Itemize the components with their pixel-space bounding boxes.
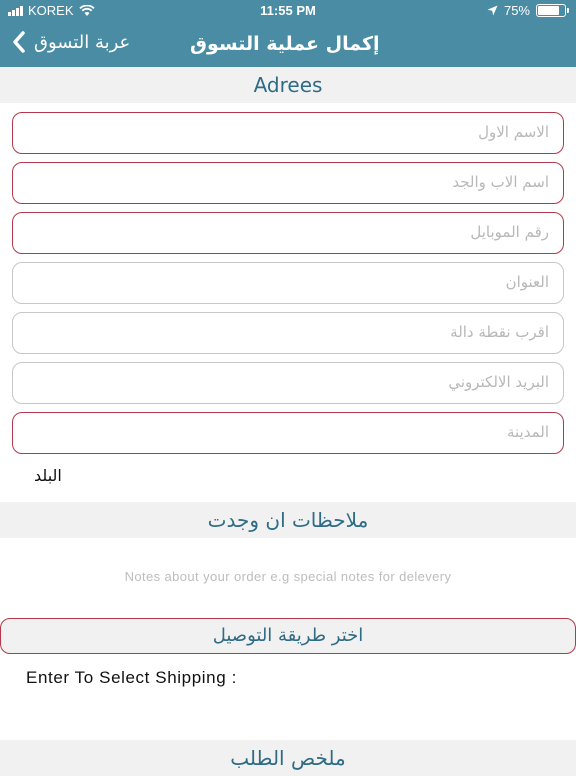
nearest-landmark-field[interactable]: اقرب نقطة دالة [12,312,564,354]
country-selector[interactable]: البلد [34,466,62,485]
address-field[interactable]: العنوان [12,262,564,304]
status-bar [0,0,576,22]
page-title: إكمال عملية التسوق [190,33,380,55]
mobile-number-field[interactable]: رقم الموبايل [12,212,564,254]
battery-percent: 75% [503,3,530,18]
chevron-left-icon [12,30,26,54]
order-summary-header: ملخص الطلب [0,740,576,776]
notes-section-header: ملاحظات ان وجدت [0,502,576,538]
back-button[interactable] [12,30,130,54]
address-section-header: Adrees [0,67,576,103]
status-right [487,3,566,18]
navigation-bar [0,22,576,67]
email-field[interactable]: البريد الالكتروني [12,362,564,404]
select-shipping-button[interactable]: اختر طريقة التوصيل [0,618,576,654]
order-notes-input[interactable]: Notes about your order e.g special notes for delevery [124,569,452,584]
status-time: 11:55 PM [260,3,316,18]
location-arrow-icon [487,5,498,16]
carrier-name: KOREK [28,3,74,18]
back-label: عربة التسوق [34,31,131,53]
first-name-field[interactable]: الاسم الاول [12,112,564,154]
city-field[interactable]: المدينة [12,412,564,454]
father-grandfather-name-field[interactable]: اسم الاب والجد [12,162,564,204]
shipping-select-label[interactable]: Enter To Select Shipping : [26,668,237,687]
battery-icon [536,4,566,17]
